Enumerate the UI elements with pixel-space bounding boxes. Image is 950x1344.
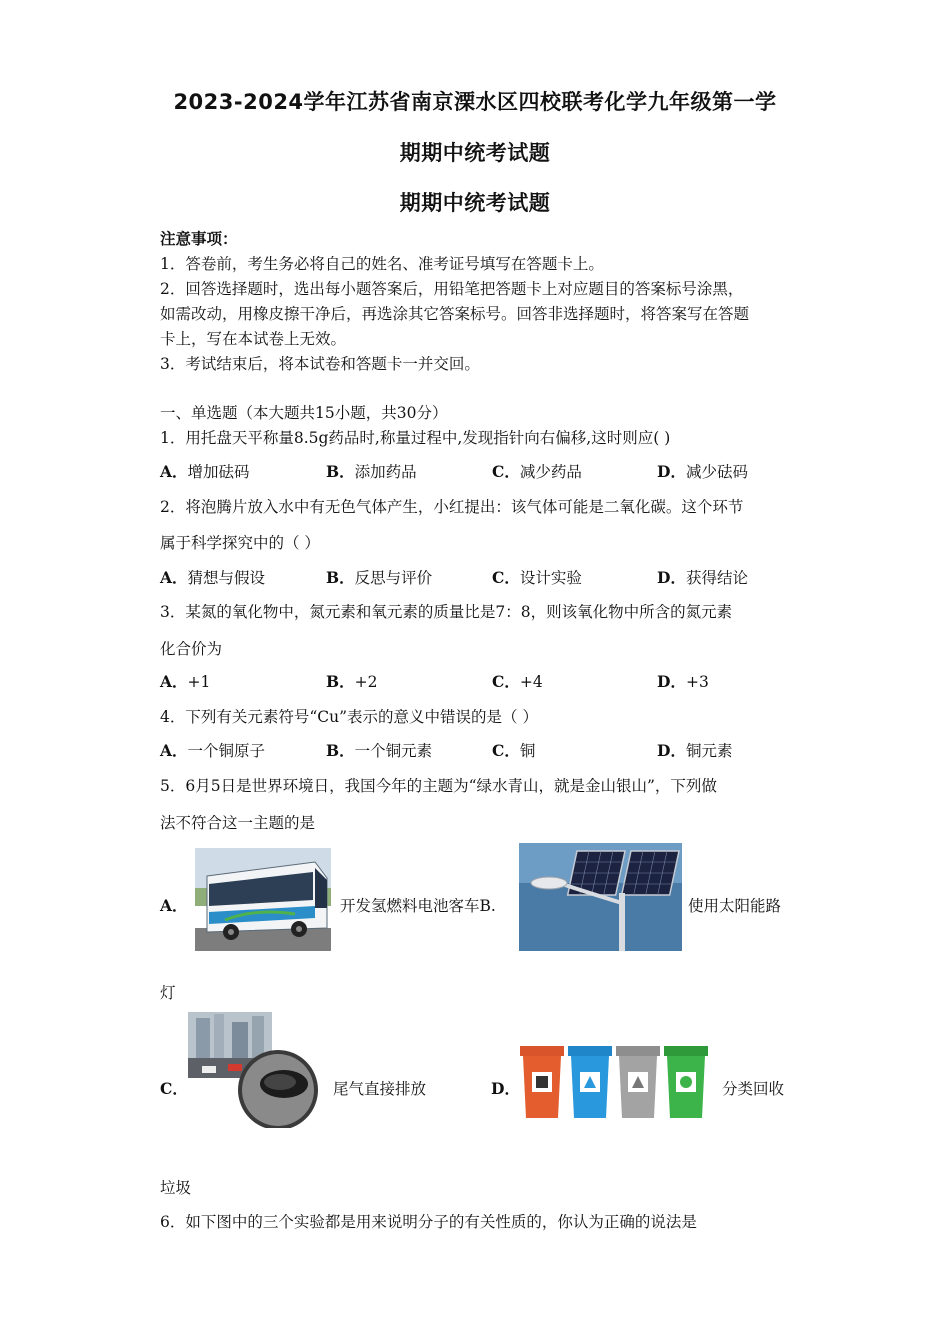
q5-option-c-key: C． [160,1079,188,1098]
q5-option-c-text: 尾气直接排放 [333,1080,427,1098]
notice-item-1: 1．答卷前，考生务必将自己的姓名、准考证号填写在答题卡上。 [160,255,604,273]
q2-option-a: A．猜想与假设 [160,568,266,587]
exam-title-line2: 期期中统考试题 [399,141,551,165]
q3-stem-line1: 3．某氮的氧化物中，氮元素和氧元素的质量比是7：8，则该氧化物中所含的氮元素 [160,603,733,621]
q3-stem-line2: 化合价为 [160,640,223,658]
notice-item-2-line3: 卡上，写在本试卷上无效。 [160,330,347,348]
hydrogen-bus-image [195,848,331,951]
q4-option-d: D．铜元素 [657,741,733,760]
q5-option-b-continued: 灯 [160,984,176,1002]
q4-option-b: B．一个铜元素 [326,741,433,760]
q5-option-a-key: A． [160,896,188,915]
q5-option-d-key: D． [491,1079,520,1098]
recycling-bins-image [518,1044,714,1120]
q2-stem-line2: 属于科学探究中的（ ） [160,534,320,552]
q3-option-c: C．+4 [492,672,543,691]
q4-option-a: A．一个铜原子 [160,741,266,760]
q1-option-b: B．添加药品 [326,462,417,481]
q4-stem: 4．下列有关元素符号“Cu”表示的意义中错误的是（ ） [160,708,538,726]
q5-stem-line2: 法不符合这一主题的是 [160,814,316,832]
exam-title-line1: 2023-2024学年江苏省南京溧水区四校联考化学九年级第一学 [173,90,777,114]
q5-option-a-text: 开发氢燃料电池客车B. [340,897,496,915]
solar-street-light-image [519,843,682,951]
q5-option-d-continued: 垃圾 [160,1179,192,1197]
q2-stem-line1: 2．将泡腾片放入水中有无色气体产生，小红提出：该气体可能是二氧化碳。这个环节 [160,498,744,516]
q4-option-c: C．铜 [492,741,536,760]
notice-item-3: 3．考试结束后，将本试卷和答题卡一并交回。 [160,355,480,373]
q2-option-c: C．设计实验 [492,568,582,587]
q2-option-b: B．反思与评价 [326,568,433,587]
q5-stem-line1: 5．6月5日是世界环境日，我国今年的主题为“绿水青山，就是金山银山”，下列做 [160,777,717,795]
q6-stem: 6．如下图中的三个实验都是用来说明分子的有关性质的，你认为正确的说法是 [160,1213,697,1231]
q3-option-b: B．+2 [326,672,378,691]
notice-item-2-line2: 如需改动，用橡皮擦干净后，再选涂其它答案标号。回答非选择题时，将答案写在答题 [160,305,750,323]
notice-item-2-line1: 2．回答选择题时，选出每小题答案后，用铅笔把答题卡上对应题目的答案标号涂黑， [160,280,744,298]
q1-stem: 1．用托盘天平称量8.5g药品时,称量过程中,发现指针向右偏移,这时则应( ) [160,429,671,447]
q3-option-d: D．+3 [657,672,709,691]
car-exhaust-image [188,1012,330,1128]
q5-option-d-text: 分类回收 [722,1080,785,1098]
notice-heading: 注意事项： [160,229,238,248]
exam-title-line3: 期期中统考试题 [399,191,551,215]
q3-option-a: A．+1 [160,672,211,691]
section-heading: 一、单选题（本大题共15小题，共30分） [160,404,448,422]
q1-option-d: D．减少砝码 [657,462,748,481]
q1-option-a: A．增加砝码 [160,462,250,481]
q1-option-c: C．减少药品 [492,462,582,481]
q2-option-d: D．获得结论 [657,568,748,587]
q5-option-b-text: 使用太阳能路 [688,897,782,915]
